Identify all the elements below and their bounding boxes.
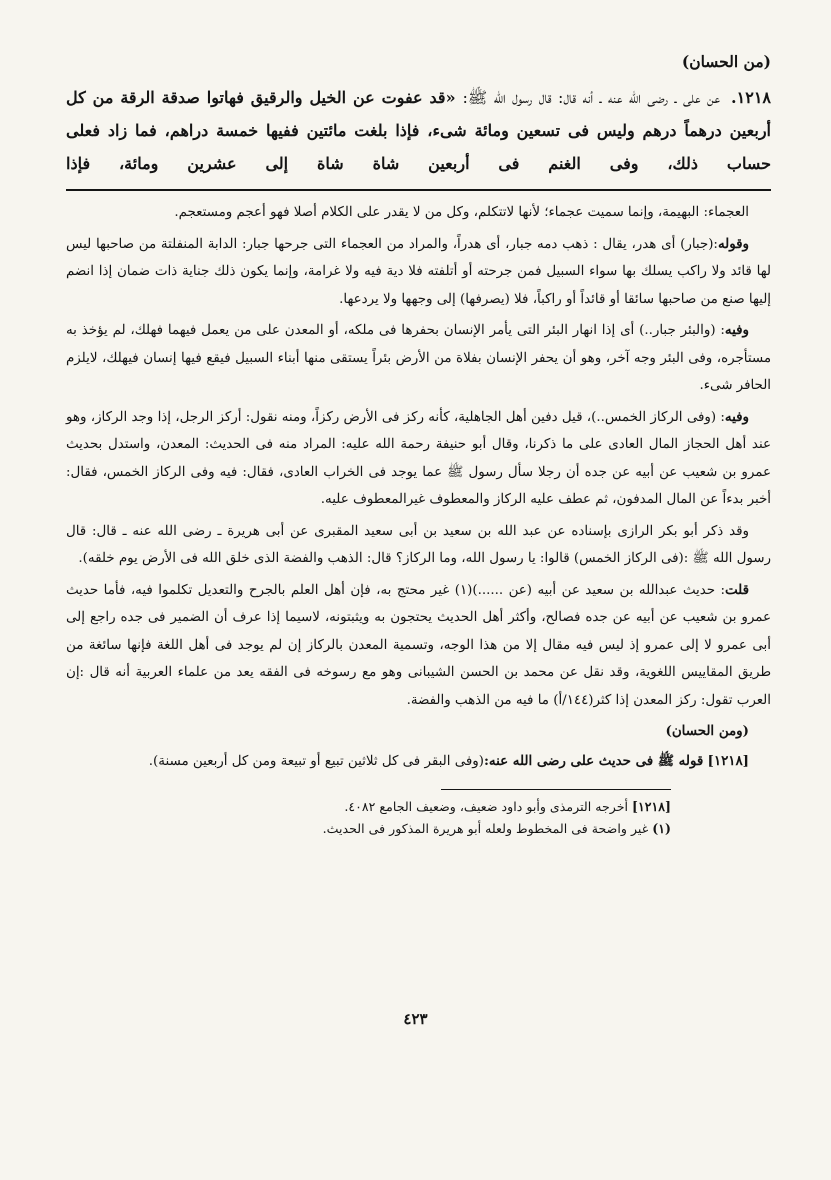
section-heading: (من الحسان) xyxy=(681,52,771,71)
sub-section-heading: (ومن الحسان) xyxy=(665,723,749,739)
commentary-paragraph xyxy=(66,518,771,573)
footnotes xyxy=(66,789,711,840)
paragraph-text: :(جبار) أى هدر، يقال : ذهب دمه جبار، أى هدراً، والمراد من العجماء التى جرحها جبار: الدابة المنفلتة من صاحبها ليس لها قائد ولا راكب يسلك بها سواء السبيل فمن جرحته أو أتلفته فلا دية فيه ولا غرامة، وإنما يكون ذلك جناية ذات ضمان إذا انضم إليها صنع من صاحبها سائقا أو قائداً أو راكباً، فلا (يصرفها) إلى وجهها ولا يردعها. xyxy=(66,236,771,307)
hadith-lead: عن على ـ رضى الله عنه ـ أنه قال: قال رسول الله ﷺ: xyxy=(462,88,721,107)
footnote-text: غير واضحة فى المخطوط ولعله أبو هريرة المذكور فى الحديث. xyxy=(322,821,649,836)
paragraph-text: العجماء: البهيمة، وإنما سميت عجماء؛ لأنها لاتتكلم، وكل من لا يقدر على الكلام أصلا فهو أعجم ومستعجم. xyxy=(174,205,749,220)
paragraph-text: : (وفى الركاز الخمس..)، قيل دفين أهل الجاهلية، كأنه ركز فى الأرض ركزاً، ومنه نقول: أركز الرجل، إذا وجد الركاز، وهو عند أهل الحجاز المال العادى على ما ذكرنا، وقال أبو حنيفة رحمة الله عليه: المراد منه فى الحديث: المعدن، واستدل بحديث عمرو بن شعيب عن أبيه عن جده أن رجلا سأل رسول ﷺ عما يوجد فى الخراب العادى، فقال: فيه وفى الركاز الخمس، فقال: أخبر بدءاً عن المال المدفون، ثم عطف عليه الركاز والمعطوف غيرالمعطوف عليه. xyxy=(66,409,771,507)
footnote-text: أخرجه الترمذى وأبو داود ضعيف، وضعيف الجامع ٤٠٨٢. xyxy=(344,799,628,814)
paragraph-lead: وفيه xyxy=(724,408,749,425)
section-divider xyxy=(66,189,771,191)
hadith-text xyxy=(66,81,771,180)
paragraph-text: وقد ذكر أبو بكر الرازى بإسناده عن عبد الله بن سعيد بن أبى سعيد المقبرى عن أبى هريرة ـ رضى الله عنه ـ قال: قال رسول الله ﷺ :(فى الركاز الخمس) قالوا: يا رسول الله، وما الركاز؟ قال: الذهب والفضة الذى خلق الله فى الأرض يوم خلقه). xyxy=(66,523,771,566)
paragraph-text: : حديث عبدالله بن سعيد عن أبيه (عن ......)(١) غير محتج به، فإن أهل العلم بالجرح والتعديل تكلموا فيه، فأما حديث عمرو بن شعيب عن أبيه عن جده فصالح، وأكثر أهل الحديث يحتجون به ويثبتونه، لاسيما إذا عرف أن الضمير فى جده راجع إلى أبى عمرو لا إلى عمرو إذ ليس فيه مقال إلا من هذا الوجه، وتسمية المعدن بالركاز إن لم يوجد فى أهل اللغة فإنها سائغة من طريق المقاييس اللغوية، وقد نقل عن محمد بن الحسن الشيبانى وهو مع رسوخه فى الفقه يعد من علماء العربية أنه قال :إن العرب تقول: ركز المعدن إذا كثر(١٤٤/أ) ما فيه من الذهب والفضة. xyxy=(66,582,771,708)
second-hadith-number: [١٢١٨] xyxy=(707,752,749,769)
commentary-paragraph xyxy=(66,199,771,227)
commentary-paragraph xyxy=(66,577,771,715)
footnote-divider xyxy=(441,789,671,790)
second-hadith-lead: قوله ﷺ فى حديث على رضى الله عنه: xyxy=(483,752,704,769)
paragraph-lead: وقوله xyxy=(717,235,749,252)
paragraph-lead: قلت xyxy=(725,581,749,598)
hadith-body: «قد عفوت عن الخيل والرقيق فهاتوا صدقة الرقة من كل أربعين درهماً درهم وليس فى تسعين ومائة شىء، فإذا بلغت مائتين ففيها خمسة دراهم، فما زاد فعلى حساب ذلك، وفى الغنم فى أربعين شاة شاة إلى عشرين ومائة، فإذا xyxy=(66,88,771,173)
footnote-number: (١) xyxy=(652,821,671,836)
hadith-number: ١٢١٨. xyxy=(731,88,771,107)
footnote-number: [١٢١٨] xyxy=(632,799,671,814)
second-hadith xyxy=(66,748,771,776)
paragraph-text: : (والبئر جبار..) أى إذا انهار البئر التى يأمر الإنسان بحفرها فى ملكه، أو المعدن على من يعمل فيهما فهلك، لم يؤخذ به مستأجره، وفى البئر وجه آخر، وهو أن يحفر الإنسان بفلاة من الأرض بئراً يستقى منها أبناء السبيل فيقع فيها إنسان فيهلك، لايلزم الحافر شىء. xyxy=(66,323,771,393)
commentary xyxy=(66,199,771,775)
footnote xyxy=(66,796,671,818)
footnote xyxy=(66,818,671,840)
commentary-paragraph xyxy=(66,317,771,400)
paragraph-lead: وفيه xyxy=(724,322,749,338)
commentary-paragraph xyxy=(66,231,771,314)
second-hadith-text: (وفى البقر فى كل ثلاثين تبيع أو تبيعة ومن كل أربعين مسنة). xyxy=(148,753,484,769)
commentary-paragraph xyxy=(66,404,771,514)
page-number: ٤٢٣ xyxy=(403,1010,428,1028)
